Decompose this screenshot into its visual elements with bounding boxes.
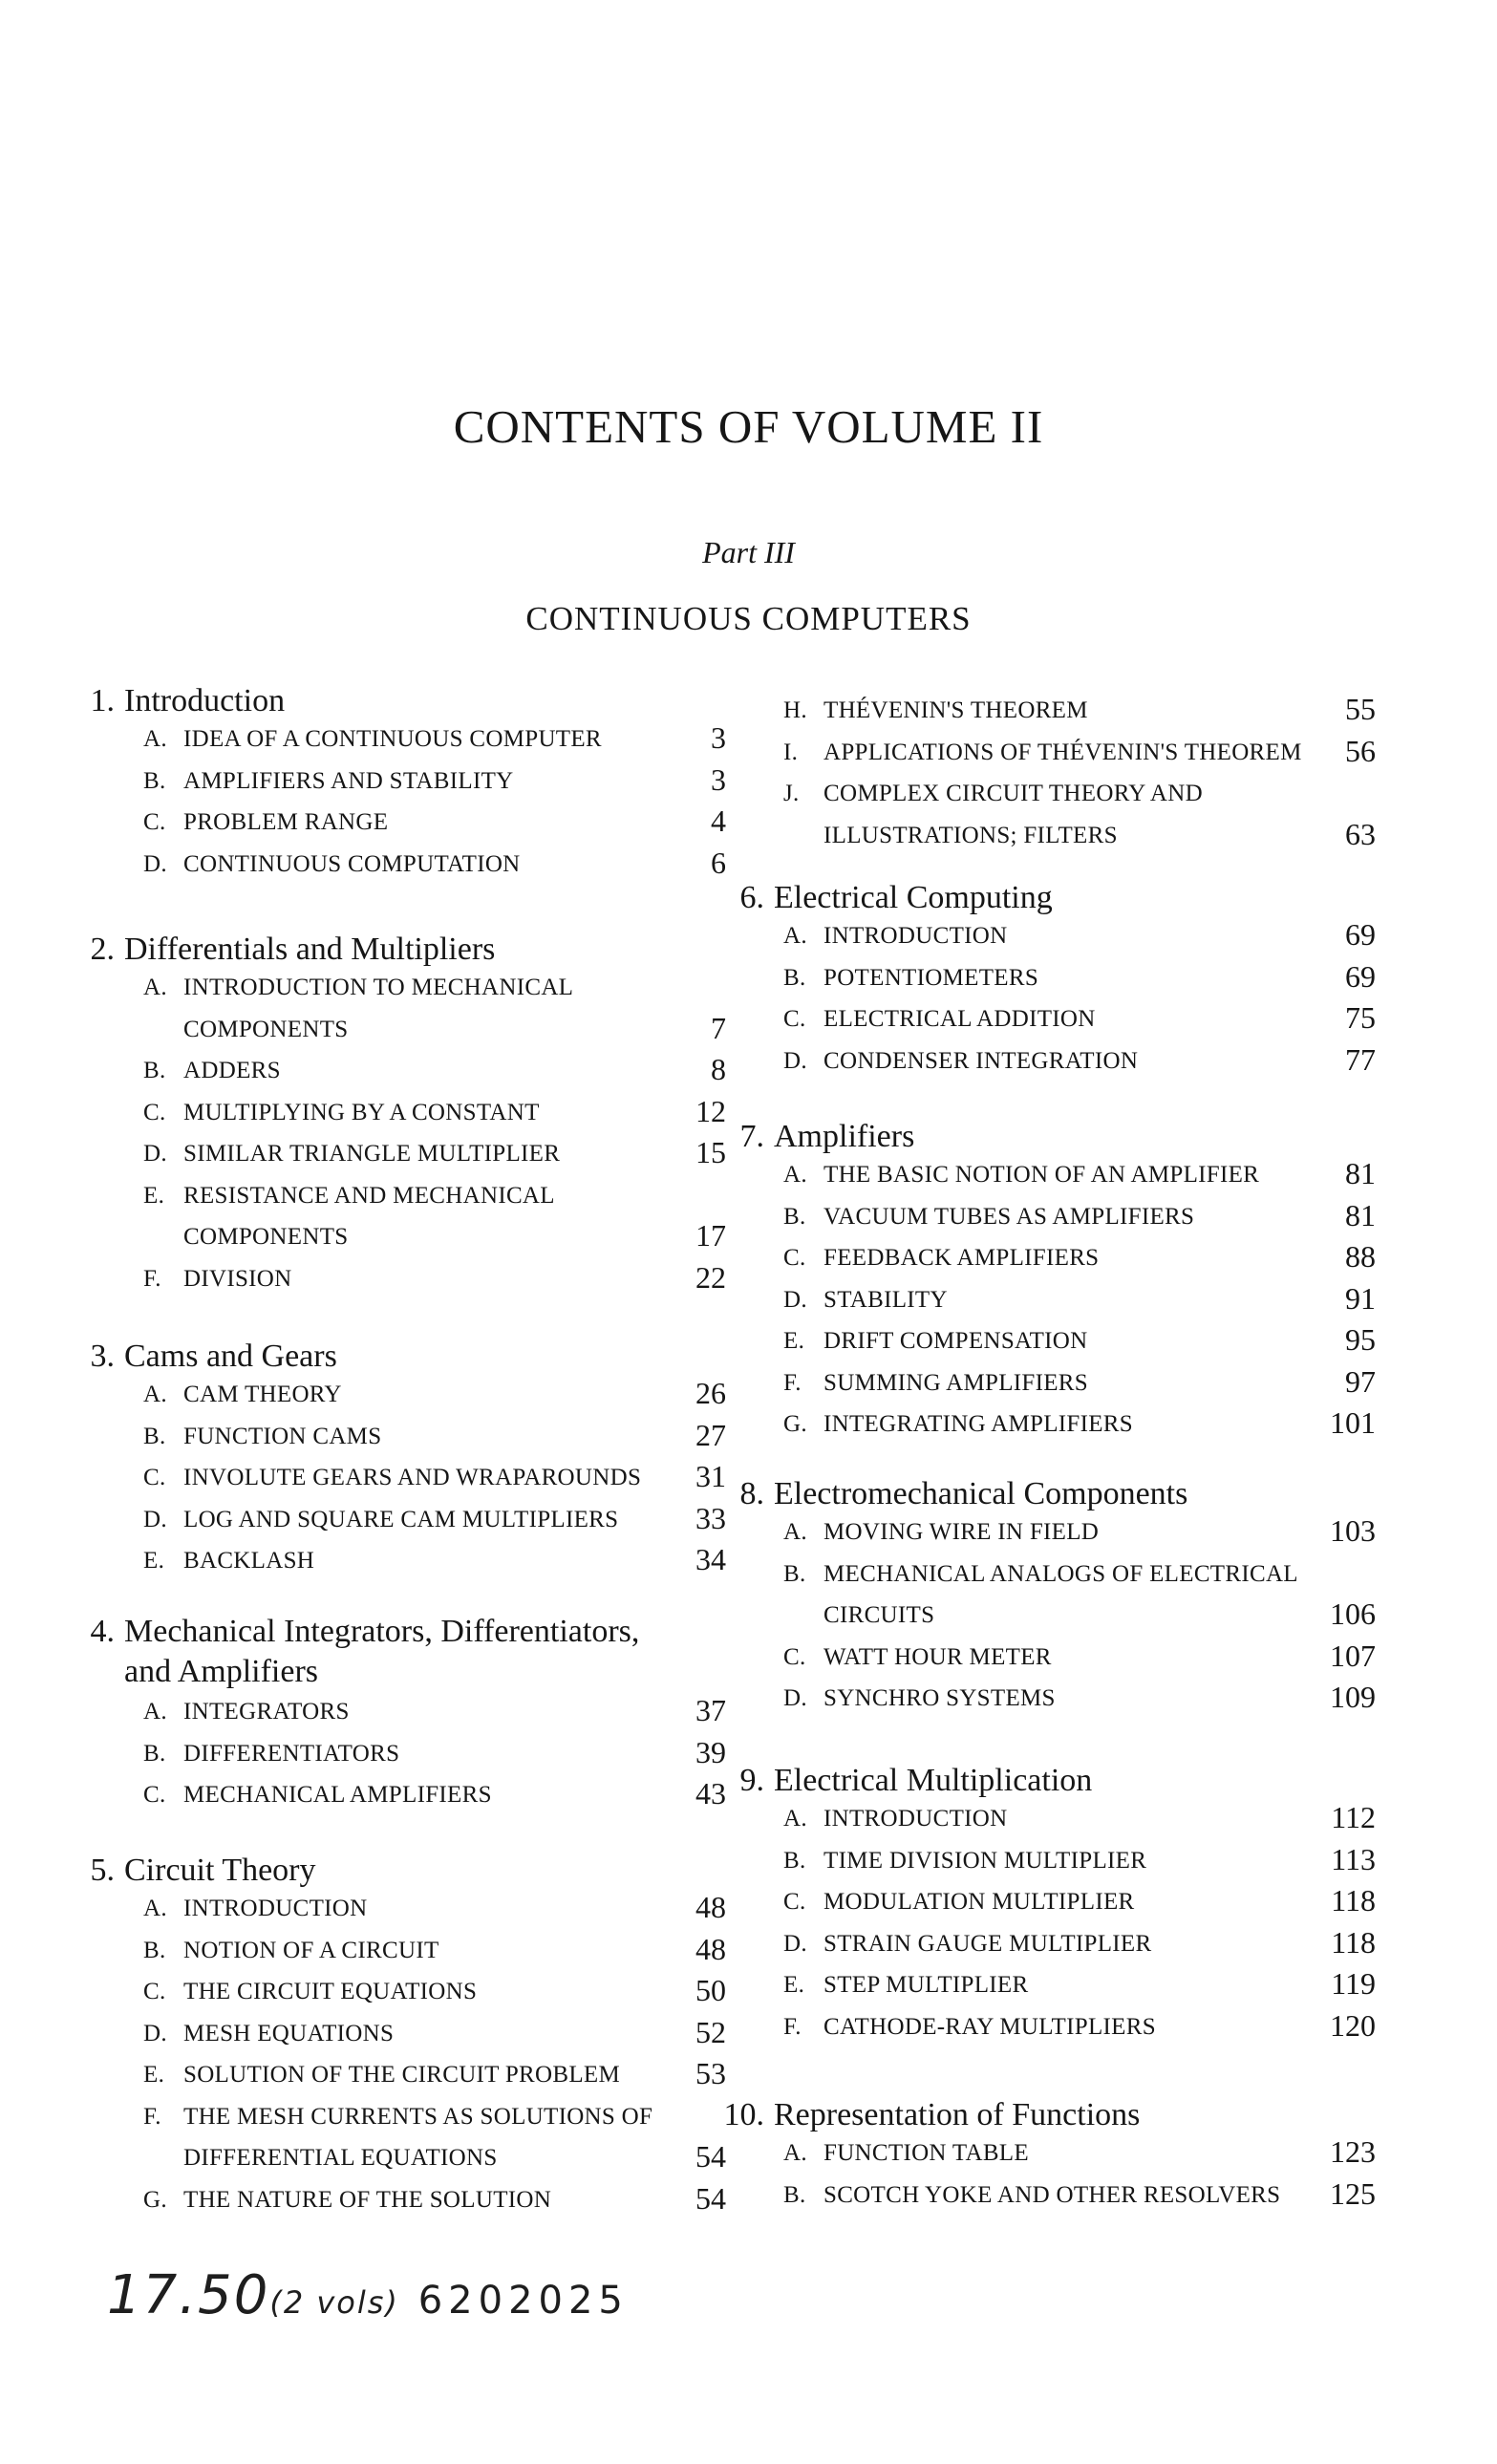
- section-title-line2: CIRCUITS: [823, 1602, 935, 1628]
- toc-section: [143, 1100, 540, 1126]
- toc-section: [783, 2014, 1156, 2041]
- section-title: RESISTANCE AND MECHANICAL: [183, 1182, 555, 1209]
- toc-section: [783, 1519, 1099, 1546]
- section-title: FUNCTION CAMS: [183, 1423, 382, 1449]
- chapter-title: Amplifiers: [774, 1119, 915, 1154]
- toc-section: [783, 1848, 1146, 1875]
- chapter-number: 10.: [723, 2097, 764, 2132]
- toc-section: [783, 965, 1038, 992]
- toc-section: [783, 1411, 1133, 1438]
- section-title: COMPLEX CIRCUIT THEORY AND: [823, 781, 1203, 806]
- toc-section: [143, 1424, 381, 1450]
- section-title: MOVING WIRE IN FIELD: [823, 1519, 1100, 1545]
- section-title: STRAIN GAUGE MULTIPLIER: [823, 1930, 1152, 1957]
- section-title: INTRODUCTION: [183, 1896, 368, 1921]
- section-title: MECHANICAL AMPLIFIERS: [183, 1782, 492, 1808]
- section-letter: C.: [143, 1782, 166, 1808]
- page-number: 125: [1330, 2175, 1376, 2211]
- section-title: MESH EQUATIONS: [183, 2020, 395, 2046]
- page-number: 107: [1330, 1638, 1376, 1673]
- section-letter: C.: [143, 809, 166, 835]
- section-title: MECHANICAL ANALOGS OF ELECTRICAL: [823, 1560, 1298, 1587]
- section-letter: C.: [783, 1245, 806, 1271]
- toc-section: [783, 1561, 1298, 1588]
- section-letter: B.: [783, 1847, 806, 1874]
- section-letter: A.: [143, 1699, 167, 1725]
- toc-section: [783, 923, 1007, 950]
- page-number: 95: [1345, 1322, 1376, 1357]
- handwritten-price-note: [107, 2264, 629, 2326]
- section-title: LOG AND SQUARE CAM MULTIPLIERS: [183, 1506, 619, 1532]
- section-letter: C.: [783, 1889, 806, 1915]
- section-title: FUNCTION TABLE: [823, 2140, 1029, 2166]
- toc-section: [143, 1548, 314, 1575]
- page-number: 31: [695, 1459, 726, 1493]
- section-title: INTEGRATING AMPLIFIERS: [823, 1411, 1133, 1437]
- toc-section: [783, 1644, 1052, 1671]
- page-number: 55: [1345, 692, 1376, 726]
- section-title-line2: DIFFERENTIAL EQUATIONS: [183, 2145, 498, 2171]
- page-number: 103: [1330, 1513, 1376, 1548]
- page-number: 22: [695, 1259, 726, 1295]
- toc-section: [143, 851, 521, 878]
- page-number: 43: [695, 1776, 726, 1811]
- section-title: INVOLUTE GEARS AND WRAPAROUNDS: [183, 1465, 642, 1490]
- page-number: 34: [695, 1542, 726, 1576]
- section-letter: A.: [143, 1382, 167, 1407]
- toc-section: [143, 768, 514, 795]
- toc-section: [783, 781, 1203, 807]
- page-number: 50: [695, 1973, 726, 2007]
- section-title: STEP MULTIPLIER: [823, 1972, 1029, 1998]
- page-number: 37: [695, 1693, 726, 1727]
- toc-section: [783, 2140, 1029, 2167]
- chapter-number: 3.: [90, 1339, 115, 1374]
- chapter-number: 8.: [739, 1476, 764, 1511]
- section-letter: A.: [783, 1806, 807, 1832]
- page-number: 91: [1345, 1280, 1376, 1316]
- chapter-number: 5.: [90, 1853, 115, 1888]
- section-letter: E.: [783, 1972, 805, 1998]
- page-number: 53: [695, 2056, 726, 2090]
- toc-section: [143, 1465, 641, 1491]
- handwritten-vols: (2 vols): [269, 2284, 399, 2321]
- page-number: 69: [1345, 917, 1376, 952]
- chapter-number: 9.: [739, 1763, 764, 1798]
- section-title: POTENTIOMETERS: [823, 964, 1039, 991]
- section-title: SCOTCH YOKE AND OTHER RESOLVERS: [823, 2181, 1281, 2208]
- toc-section: [143, 1382, 342, 1408]
- section-title: AMPLIFIERS AND STABILITY: [183, 767, 514, 794]
- section-letter: J.: [783, 781, 800, 806]
- section-title-line2: COMPONENTS: [183, 1224, 349, 1250]
- section-title: THE MESH CURRENTS AS SOLUTIONS OF: [183, 2103, 653, 2130]
- page-number: 33: [695, 1500, 726, 1535]
- toc-section: [143, 1266, 292, 1293]
- page-number: 54: [695, 2139, 726, 2174]
- toc-section-continued: [823, 1602, 934, 1629]
- section-letter: H.: [783, 697, 807, 723]
- toc-section: [783, 1006, 1096, 1033]
- section-title: APPLICATIONS OF THÉVENIN'S THEOREM: [823, 739, 1302, 765]
- chapter-number: 6.: [739, 880, 764, 915]
- page-number: 3: [711, 720, 726, 755]
- section-letter: F.: [783, 1369, 802, 1396]
- section-letter: B.: [143, 1058, 166, 1083]
- section-title: THÉVENIN'S THEOREM: [823, 697, 1088, 723]
- toc-section: [783, 2182, 1280, 2209]
- toc-section: [143, 2104, 652, 2131]
- chapter-title: Electrical Computing: [774, 880, 1053, 915]
- page-number: 17: [695, 1218, 726, 1253]
- chapter-title: Circuit Theory: [124, 1853, 316, 1888]
- section-title-line2: ILLUSTRATIONS; FILTERS: [823, 822, 1118, 848]
- page-number: 120: [1330, 2007, 1376, 2043]
- section-letter: B.: [783, 964, 806, 991]
- page-number: 7: [711, 1010, 726, 1045]
- section-letter: D.: [143, 2020, 167, 2046]
- section-letter: A.: [143, 726, 167, 752]
- section-letter: C.: [783, 1006, 806, 1032]
- page-number: 75: [1345, 1000, 1376, 1035]
- page-number: 119: [1331, 1966, 1376, 2001]
- toc-section: [783, 1204, 1194, 1231]
- chapter-title: Introduction: [124, 683, 286, 718]
- toc-section: [143, 1141, 560, 1168]
- page-number: 106: [1330, 1596, 1376, 1631]
- section-letter: E.: [783, 1328, 805, 1354]
- toc-section: [143, 1896, 367, 1922]
- page-number: 8: [711, 1052, 726, 1086]
- toc-section: [783, 1162, 1259, 1189]
- section-letter: I.: [783, 739, 799, 765]
- chapter-title: Electrical Multiplication: [774, 1763, 1093, 1798]
- section-title: CONDENSER INTEGRATION: [823, 1047, 1139, 1074]
- section-letter: A.: [783, 2140, 807, 2166]
- chapter-number: 4.: [90, 1614, 115, 1649]
- page-number: 26: [695, 1376, 726, 1410]
- page-number: 15: [695, 1135, 726, 1169]
- page-number: 118: [1331, 1883, 1376, 1918]
- section-title: CONTINUOUS COMPUTATION: [183, 850, 521, 877]
- page-number: 4: [711, 803, 726, 838]
- section-title: THE BASIC NOTION OF AN AMPLIFIER: [823, 1162, 1260, 1188]
- chapter-title-line2: and Amplifiers: [124, 1654, 319, 1689]
- page-number: 97: [1345, 1363, 1376, 1399]
- chapter-title: Differentials and Multipliers: [124, 932, 496, 967]
- section-letter: A.: [143, 975, 167, 1000]
- toc-section: [783, 1370, 1088, 1397]
- chapter-title: Representation of Functions: [774, 2097, 1141, 2132]
- page-number: 77: [1345, 1041, 1376, 1077]
- section-title: MULTIPLYING BY A CONSTANT: [183, 1099, 540, 1125]
- section-title: DIVISION: [183, 1265, 292, 1292]
- section-letter: D.: [783, 1930, 807, 1957]
- toc-section: [143, 1507, 618, 1533]
- chapter-title: Cams and Gears: [124, 1339, 337, 1374]
- section-letter: A.: [783, 923, 807, 949]
- section-title: ELECTRICAL ADDITION: [823, 1006, 1096, 1032]
- page-number: 63: [1345, 816, 1376, 851]
- section-title: SIMILAR TRIANGLE MULTIPLIER: [183, 1141, 561, 1167]
- section-title: SOLUTION OF THE CIRCUIT PROBLEM: [183, 2062, 621, 2088]
- page-number: 81: [1345, 1197, 1376, 1232]
- section-title: DIFFERENTIATORS: [183, 1740, 400, 1767]
- toc-section: [143, 1938, 439, 1964]
- section-letter: E.: [143, 1548, 165, 1574]
- section-title: SUMMING AMPLIFIERS: [823, 1369, 1088, 1396]
- chapter-title-continued: [124, 1651, 318, 1692]
- toc-section-continued: [183, 1224, 348, 1251]
- section-title: PROBLEM RANGE: [183, 809, 389, 835]
- toc-section: [143, 1979, 477, 2005]
- toc-section: [783, 1931, 1151, 1958]
- section-letter: B.: [783, 2181, 806, 2208]
- part-label: Part III: [702, 535, 795, 569]
- section-title: MODULATION MULTIPLIER: [823, 1889, 1135, 1915]
- toc-section: [143, 2187, 551, 2214]
- toc-section-continued: [823, 823, 1118, 849]
- chapter-title: Electromechanical Components: [774, 1476, 1188, 1511]
- section-title: CATHODE-RAY MULTIPLIERS: [823, 2013, 1156, 2040]
- section-title: STABILITY: [823, 1286, 948, 1313]
- section-letter: B.: [783, 1560, 806, 1587]
- page-number: 39: [695, 1734, 726, 1769]
- section-title: SYNCHRO SYSTEMS: [823, 1685, 1056, 1711]
- page-number: 101: [1330, 1405, 1376, 1440]
- section-title: INTRODUCTION TO MECHANICAL: [183, 975, 574, 1000]
- section-letter: A.: [783, 1519, 807, 1545]
- chapter-title: Mechanical Integrators, Differentiators,: [124, 1614, 640, 1649]
- section-letter: D.: [143, 1141, 167, 1167]
- section-letter: G.: [143, 2186, 167, 2213]
- toc-section: [783, 739, 1302, 766]
- toc-section: [143, 809, 388, 836]
- section-title: DRIFT COMPENSATION: [823, 1328, 1088, 1354]
- toc-section: [783, 1245, 1099, 1272]
- section-letter: D.: [143, 1506, 167, 1532]
- page-number: 112: [1331, 1800, 1376, 1834]
- section-letter: B.: [143, 767, 166, 794]
- part-title: CONTINUOUS COMPUTERS: [525, 600, 972, 637]
- toc-section: [143, 1782, 492, 1809]
- section-title: THE NATURE OF THE SOLUTION: [183, 2186, 552, 2213]
- handwritten-code: 6202025: [417, 2279, 629, 2323]
- page-number: 3: [711, 761, 726, 797]
- page-number: 56: [1345, 733, 1376, 768]
- toc-section: [783, 697, 1088, 724]
- page-number: 27: [695, 1417, 726, 1452]
- section-letter: B.: [783, 1203, 806, 1230]
- section-letter: C.: [143, 1979, 166, 2004]
- toc-section-continued: [183, 1017, 348, 1043]
- page-number: 48: [695, 1931, 726, 1966]
- section-letter: B.: [143, 1740, 166, 1767]
- section-title: WATT HOUR METER: [823, 1643, 1052, 1670]
- section-letter: F.: [143, 1265, 161, 1292]
- section-title: IDEA OF A CONTINUOUS COMPUTER: [183, 726, 602, 752]
- section-title: FEEDBACK AMPLIFIERS: [823, 1245, 1100, 1271]
- page-number: 123: [1330, 2134, 1376, 2169]
- section-title-line2: COMPONENTS: [183, 1016, 349, 1042]
- section-letter: D.: [143, 850, 167, 877]
- section-title: NOTION OF A CIRCUIT: [183, 1937, 439, 1963]
- section-title: BACKLASH: [183, 1548, 315, 1574]
- toc-section-continued: [183, 2145, 498, 2172]
- section-letter: B.: [143, 1937, 166, 1963]
- toc-section: [783, 1806, 1007, 1832]
- page-number: 109: [1330, 1680, 1376, 1714]
- section-letter: D.: [783, 1685, 807, 1711]
- toc-section: [143, 2062, 620, 2089]
- section-letter: A.: [783, 1162, 807, 1188]
- toc-section: [143, 975, 573, 1001]
- section-letter: C.: [783, 1643, 806, 1670]
- section-title: CAM THEORY: [183, 1382, 342, 1407]
- page-number: 52: [695, 2014, 726, 2049]
- toc-section: [143, 1741, 399, 1768]
- page-number: 54: [695, 2180, 726, 2216]
- toc-section: [143, 1183, 555, 1210]
- toc-section: [143, 1699, 350, 1725]
- section-title: INTRODUCTION: [823, 923, 1008, 949]
- toc-section: [143, 2021, 394, 2047]
- section-letter: C.: [143, 1465, 166, 1490]
- section-letter: E.: [143, 1182, 165, 1209]
- page-number: 69: [1345, 958, 1376, 994]
- section-letter: B.: [143, 1423, 166, 1449]
- section-letter: D.: [783, 1047, 807, 1074]
- section-title: ADDERS: [183, 1058, 281, 1083]
- section-title: THE CIRCUIT EQUATIONS: [183, 1979, 478, 2004]
- toc-section: [783, 1889, 1135, 1916]
- section-letter: D.: [783, 1286, 807, 1313]
- toc-section: [783, 1328, 1088, 1355]
- page-number: 113: [1331, 1841, 1376, 1876]
- toc-section: [783, 1972, 1028, 1999]
- chapter-number: 2.: [90, 932, 115, 967]
- section-letter: F.: [143, 2103, 161, 2130]
- section-letter: F.: [783, 2013, 802, 2040]
- toc-section: [143, 726, 602, 753]
- section-title: TIME DIVISION MULTIPLIER: [823, 1847, 1147, 1874]
- section-title: VACUUM TUBES AS AMPLIFIERS: [823, 1203, 1195, 1230]
- section-letter: A.: [143, 1896, 167, 1921]
- page-number: 118: [1331, 1924, 1376, 1960]
- page-title: CONTENTS OF VOLUME II: [453, 400, 1044, 453]
- chapter-number: 1.: [90, 683, 115, 718]
- section-title: INTRODUCTION: [823, 1806, 1008, 1832]
- page-number: 48: [695, 1890, 726, 1924]
- page-number: 6: [711, 845, 726, 880]
- chapter-number: 7.: [739, 1119, 764, 1154]
- section-letter: E.: [143, 2062, 165, 2088]
- toc-section: [143, 1058, 281, 1084]
- section-title: INTEGRATORS: [183, 1699, 350, 1725]
- page-number: 12: [695, 1093, 726, 1128]
- toc-section: [783, 1287, 948, 1314]
- page-number: 81: [1345, 1156, 1376, 1190]
- page-number: 88: [1345, 1239, 1376, 1274]
- section-letter: G.: [783, 1411, 807, 1437]
- handwritten-price: 17.50: [107, 2264, 270, 2326]
- section-letter: C.: [143, 1099, 166, 1125]
- toc-section: [783, 1048, 1138, 1075]
- toc-section: [783, 1685, 1056, 1712]
